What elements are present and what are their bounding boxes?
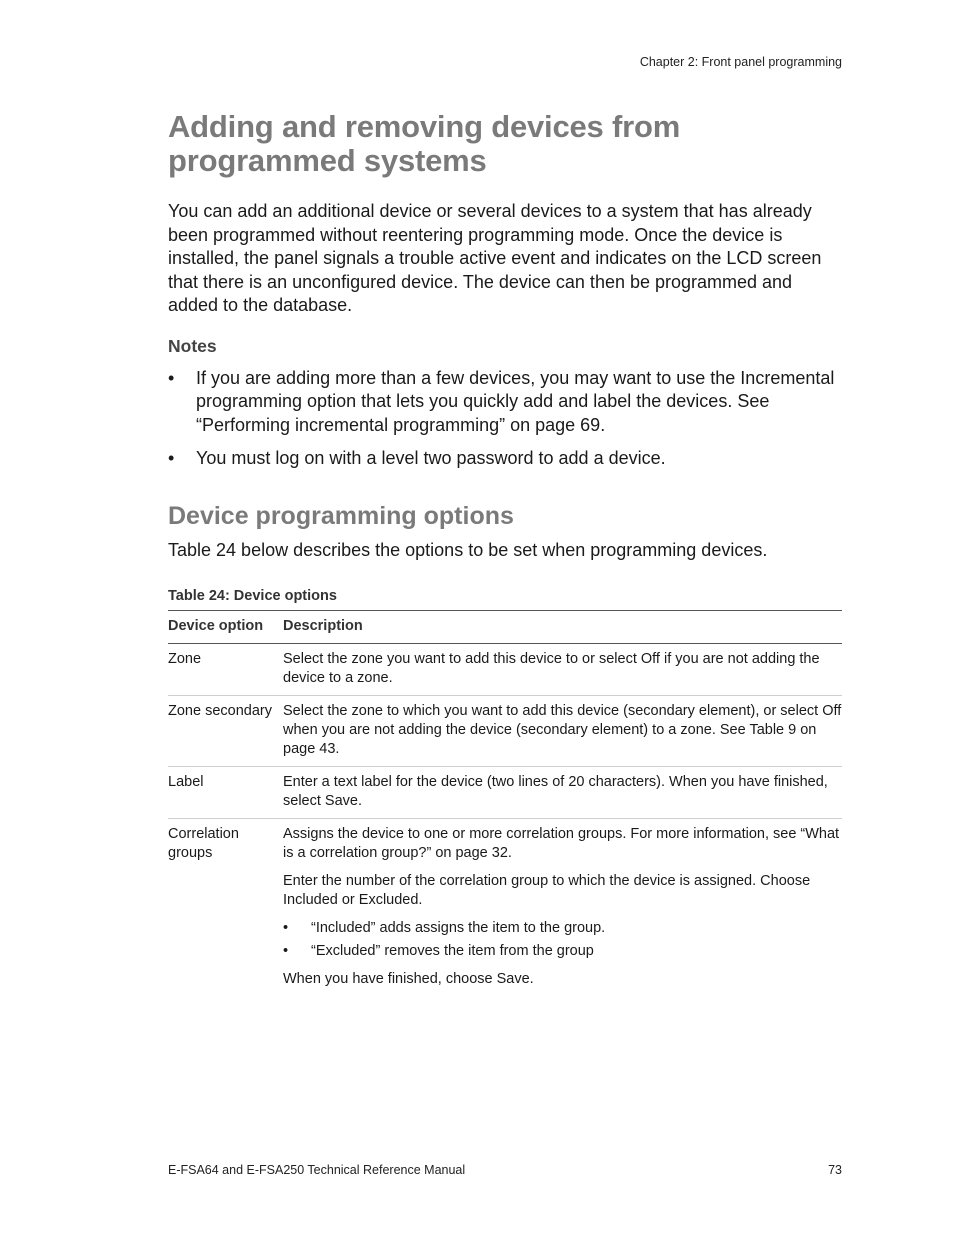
bullet-icon: • xyxy=(283,942,289,959)
description-cell: Select the zone you want to add this device to or select Off if you are not adding the device to a zone. xyxy=(283,643,842,695)
subsection-intro: Table 24 below describes the options to be set when programming devices. xyxy=(168,539,768,560)
table-header-row xyxy=(168,610,842,643)
table-row xyxy=(168,643,842,695)
list-item-text: “Excluded” removes the item from the group xyxy=(311,942,594,959)
description-cell xyxy=(283,818,842,996)
page-content xyxy=(168,110,842,996)
description-paragraph: Enter the number of the correlation group to which the device is assigned. Choose Included or Excluded. xyxy=(283,872,811,908)
column-header-option: Device option xyxy=(168,610,283,643)
table-row xyxy=(168,695,842,766)
option-cell: Label xyxy=(168,766,283,818)
section-intro: You can add an additional device or several devices to a system that has already been programmed without reentering programming mode. Once the device is installed, the panel signals a trouble active event and indicates on the LCD screen that there is an unconfigured device. The device can then be programmed and added to the database. xyxy=(168,201,822,315)
description-paragraph: Assigns the device to one or more correlation groups. For more information, see “What is a correlation group?” on page 32. xyxy=(283,825,840,861)
description-cell: Select the zone to which you want to add this device (secondary element), or select Off when you are not adding the device (secondary element) to a zone. See Table 9 on page 43. xyxy=(283,695,842,766)
bullet-icon: • xyxy=(168,448,175,468)
list-item-text: “Included” adds assigns the item to the group. xyxy=(311,919,606,936)
bullet-icon: • xyxy=(168,367,175,388)
subsection-title: Device programming options xyxy=(168,501,514,530)
note-text: If you are adding more than a few devices, you may want to use the Incremental programming option that lets you quickly add and label the devices. See “Performing incremental programming” on page 69. xyxy=(196,367,835,435)
notes-heading: Notes xyxy=(168,335,217,356)
note-item xyxy=(168,447,842,471)
device-options-table xyxy=(168,610,842,996)
column-header-description: Description xyxy=(283,610,842,643)
list-item xyxy=(283,919,842,938)
description-paragraph: When you have finished, choose Save. xyxy=(283,970,534,987)
table-row xyxy=(168,818,842,996)
section-title: Adding and removing devices from programmed systems xyxy=(168,109,681,178)
table-caption: Table 24: Device options xyxy=(168,587,337,604)
chapter-header: Chapter 2: Front panel programming xyxy=(639,55,842,69)
list-item xyxy=(283,942,842,961)
description-list xyxy=(283,919,842,961)
option-cell: Correlation groups xyxy=(168,825,239,861)
description-cell: Enter a text label for the device (two lines of 20 characters). When you have finished, select Save. xyxy=(283,766,842,818)
bullet-icon: • xyxy=(283,919,289,936)
option-cell: Zone xyxy=(168,643,283,695)
option-cell: Zone secondary xyxy=(168,695,283,766)
note-text: You must log on with a level two password to add a device. xyxy=(196,448,666,468)
page-number: 73 xyxy=(828,1163,842,1177)
notes-list xyxy=(168,367,842,471)
table-row xyxy=(168,766,842,818)
note-item xyxy=(168,367,842,438)
footer-manual-title: E-FSA64 and E-FSA250 Technical Reference Manual xyxy=(168,1163,466,1177)
